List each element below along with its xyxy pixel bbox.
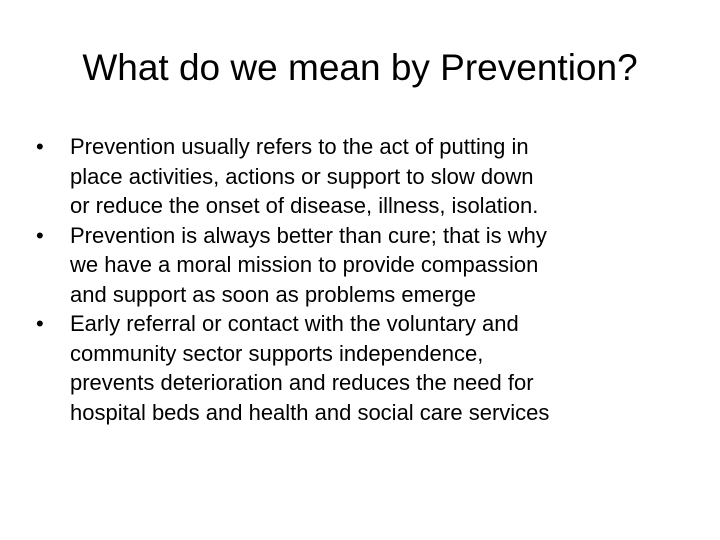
bullet-dot-icon: • <box>36 222 44 248</box>
bullet-dot-icon: • <box>36 311 44 336</box>
bullet-list <box>36 132 696 427</box>
bullet-text-line: Early referral or contact with the voluntary and <box>70 311 519 336</box>
bullet-text-line: we have a moral mission to provide compassion <box>70 252 539 277</box>
bullet-item <box>36 132 696 221</box>
bullet-text-line: Prevention is always better than cure; that is why <box>70 222 547 248</box>
bullet-text-line: community sector supports independence, <box>70 340 484 366</box>
slide-title: What do we mean by Prevention? <box>82 47 638 88</box>
bullet-text-line: prevents deterioration and reduces the need for <box>70 370 534 395</box>
bullet-text-line: or reduce the onset of disease, illness, isolation. <box>70 193 539 218</box>
bullet-dot-icon: • <box>36 134 44 159</box>
bullet-text-line: place activities, actions or support to slow down <box>70 163 534 189</box>
bullet-item <box>36 221 696 310</box>
bullet-text-line: hospital beds and health and social care services <box>70 399 550 425</box>
bullet-text-line: Prevention usually refers to the act of putting in <box>70 134 529 159</box>
bullet-text-line: and support as soon as problems emerge <box>70 281 477 307</box>
bullet-item <box>36 309 696 427</box>
